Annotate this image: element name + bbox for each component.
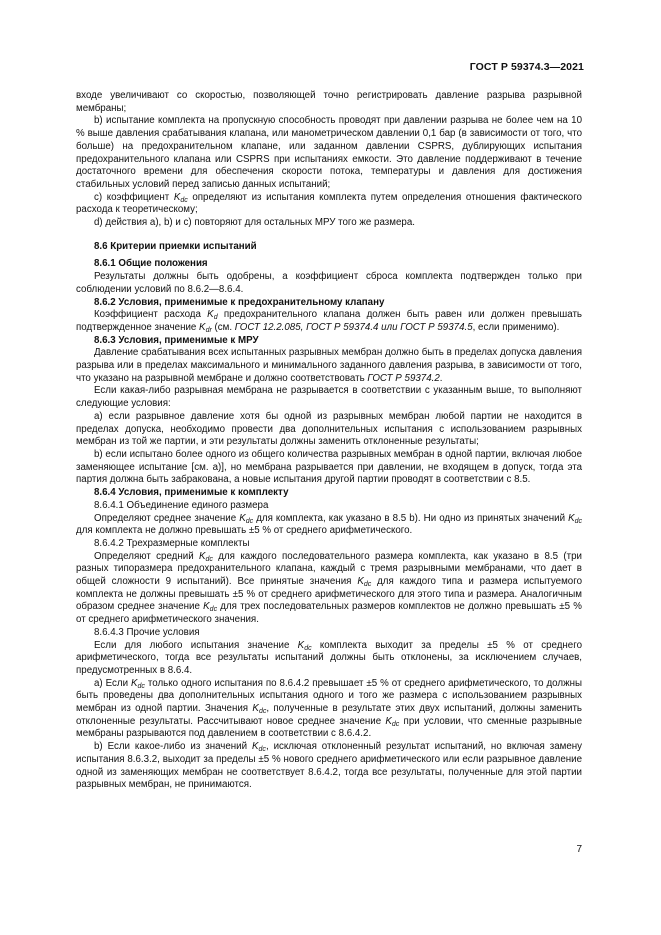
- paragraph: a) если разрывное давление хотя бы одной из разрывных мембран любой партии не находится в пределах допуска, необходимо провести два дополнительных испытания с использованием разрывных мембран из той же партии, и эти результаты должны заменить отклоненные результаты;: [76, 410, 582, 448]
- paragraph: Результаты должны быть одобрены, а коэффициент сброса комплекта подтвержден только при соблюдении условий по 8.6.2—8.6.4.: [76, 271, 582, 295]
- standard-reference: ГОСТ Р 59374.2: [367, 372, 440, 384]
- subsection-heading-8-6-4-1: 8.6.4.1 Объединение единого размера: [94, 499, 269, 511]
- paragraph: Определяют средний $K_{dc}$ для каждого последовательного размера комплекта, как указано в 8.5 (три разных типоразмера предохранительного клапана, каждый с тремя разрывными мембранами, что дает в общей сложности 9 испытаний). Все принятые значения $K_{dc}$ для каждого типа и размера испытуемого комплекта не должны превышать ±5 % от среднего арифметического для этого типа и размера. Аналогичным образом среднее значение $K_{dc}$ для трех последовательных размеров комплектов не должно превышать ±5 % от среднего арифметического значения.: [76, 550, 582, 626]
- section-heading-8-6: 8.6 Критерии приемки испытаний: [94, 240, 257, 252]
- paragraph: Давление срабатывания всех испытанных разрывных мембран должно быть в пределах допуска давления разрыва или в пределах максимального и минимального заданного давления разрыва, в зависимости от того, что указано на разрывной мембране и должно соответствовать ГОСТ Р 59374.2.: [76, 347, 582, 384]
- paragraph: Если для любого испытания значение $K_{dc}$ комплекта выходит за пределы ±5 % от среднего арифметического, тогда все результаты испытаний должны быть отклонены, за исключением случаев, предусмотренных в 8.6.4.: [76, 639, 582, 676]
- paragraph: b) если испытано более одного из общего количества разрывных мембран в одной партии, включая любое заменяющее испытание [см. a)], но мембрана разрывается при давлении, не входящем в допуск, тогда эта партия должна быть забракована, а новые испытания другой партии проводят в соответствии с 8.5.: [76, 448, 582, 486]
- paragraph: входе увеличивают со скоростью, позволяющей точно регистрировать давление разрыва разрывной мембраны;: [76, 90, 582, 114]
- section-heading-8-6-3: 8.6.3 Условия, применимые к МРУ: [94, 334, 259, 346]
- section-heading-8-6-2: 8.6.2 Условия, применимые к предохранительному клапану: [94, 296, 385, 308]
- symbol-k: K: [173, 191, 181, 203]
- subsection-heading-8-6-4-2: 8.6.4.2 Трехразмерные комплекты: [94, 537, 250, 549]
- paragraph: d) действия a), b) и c) повторяют для остальных МРУ того же размера.: [94, 217, 415, 229]
- page-number: 7: [576, 844, 582, 855]
- document-body: [76, 90, 582, 792]
- paragraph: a) Если $K_{dc}$ только одного испытания по 8.6.4.2 превышает ±5 % от среднего арифметического, то должны быть проведены два дополнительных испытания одного и того же размера с использованием разрывных мембран из одной партии. Значения $K_{dc}$, полученные в результате этих двух испытаний, должны заменить отклоненные результаты. Рассчитывают новое среднее значение $K_{dc}$ при условии, что сменные разрывные мембраны разрываются под давлением в соответствии с 8.6.4.2.: [76, 677, 582, 740]
- section-heading-8-6-1: 8.6.1 Общие положения: [94, 258, 208, 270]
- document-identifier: ГОСТ Р 59374.3—2021: [469, 61, 584, 73]
- paragraph: b) Если какое-либо из значений $K_{dc}$, исключая отклоненный результат испытаний, но включая замену испытания 8.6.3.2, выходит за пределы ±5 % нового среднего арифметического или если разрывное давление одной из заменяющих мембран не соответствует 8.6.4.2, тогда все результаты, полученные для этой партии разрывных мембран, не принимаются.: [76, 741, 583, 791]
- paragraph: c) коэффициент $K_{dc}$ определяют из испытания комплекта путем определения отношения фактического расхода к теоретическому;: [76, 191, 582, 216]
- section-heading-8-6-4: 8.6.4 Условия, применимые к комплекту: [94, 487, 289, 499]
- paragraph: Коэффициент расхода $K_d$ предохранительного клапана должен быть равен или должен превышать подтвержденное значение $K_{dr}$ (см. ГОСТ 12.2.085, ГОСТ Р 59374.4 или ГОСТ Р 59374.5, если применимо).: [76, 309, 582, 334]
- paragraph: Если какая-либо разрывная мембрана не разрывается в соответствии с указанным выше, то выполняют следующие условия:: [76, 385, 582, 410]
- paragraph: Определяют среднее значение $K_{dc}$ для комплекта, как указано в 8.5 b). Ни одно из принятых значений $K_{dc}$ для комплекта не должно превышать ±5 % от среднего арифметического.: [76, 512, 582, 537]
- subsection-heading-8-6-4-3: 8.6.4.3 Прочие условия: [94, 626, 200, 638]
- paragraph: b) испытание комплекта на пропускную способность проводят при давлении разрыва не более чем на 10 % выше давления срабатывания клапана, или манометрическом давлении 0,1 бар (в зависимости от того, что больше) на предохранительном клапане, или заданном давлении CSPRS, дублирующих испытания предохранительного клапана или CSPRS при испытаниях емкости. Это давление поддерживают в течение достаточного времени для обеспечения скорости потока, температуры и давления для достижения стабильных условий перед записью данных испытаний;: [76, 115, 582, 190]
- standard-reference: ГОСТ 12.2.085, ГОСТ Р 59374.4 или ГОСТ Р 59374.5: [234, 321, 473, 333]
